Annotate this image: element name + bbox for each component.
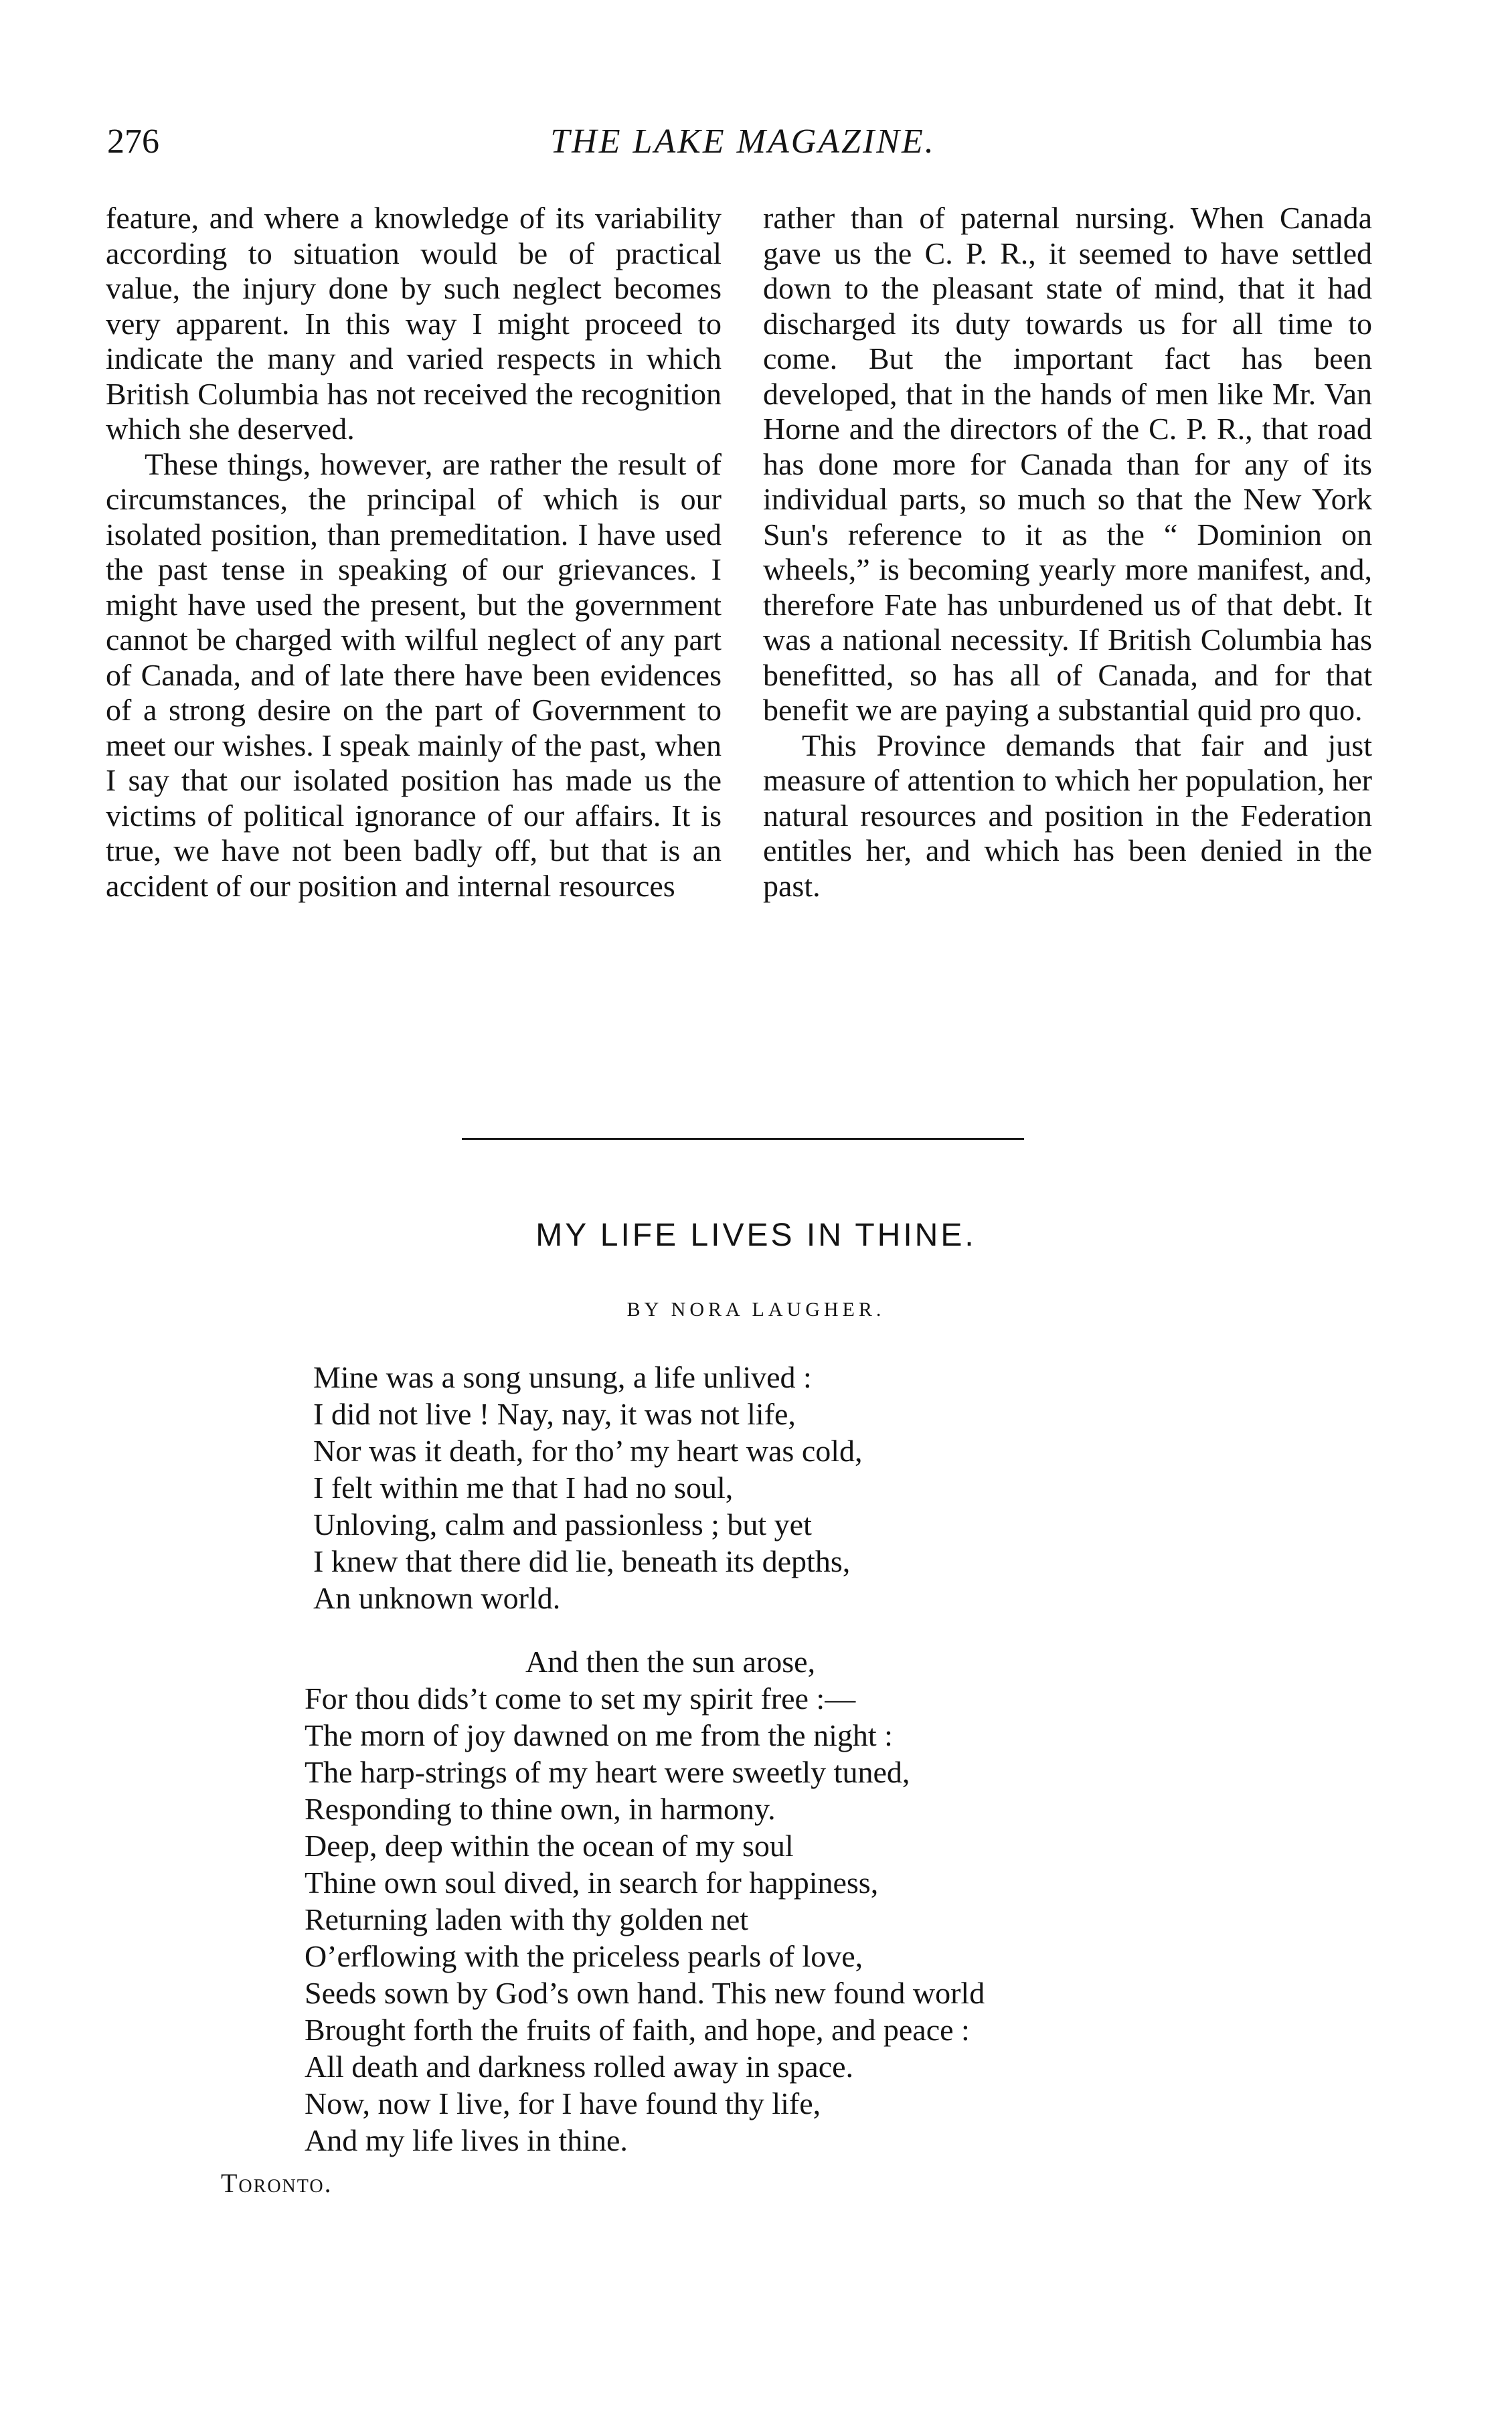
poem-byline: BY NORA LAUGHER. [626,1299,886,1321]
poem-line: And then the sun arose, [525,1645,816,1679]
poem-line: Brought forth the fruits of faith, and hope, and peace : [305,2013,970,2047]
poem-line: All death and darkness rolled away in space. [305,2050,854,2084]
poem-line: I felt within me that I had no soul, [313,1471,734,1505]
article-left-column [106,201,722,904]
poem-line: Nor was it death, for tho’ my heart was cold, [313,1434,863,1468]
paragraph: rather than of paternal nursing. When Canada gave us the C. P. R., it seemed to have settled down to the pleasant state of mind, that it had discharged its duty towards us for all time to come. But the important fact has been developed, that in the hands of men like Mr. Van Horne and the directors of the C. P. R., that road has done more for Canada than for any of its individual parts, so much so that the New York Sun's reference to it as the “ Dominion on wheels,” is becoming yearly more manifest, and, therefore Fate has unburdened us of that debt. It was a national necessity. If British Columbia has benefitted, so has all of Canada, and for that benefit we are paying a substantial quid pro quo. [763,201,1372,727]
poem-line: And my life lives in thine. [305,2123,628,2157]
poem-line: Thine own soul dived, in search for happiness, [305,1865,879,1900]
section-divider [462,1138,1024,1140]
poem-line: For thou dids’t come to set my spirit free :— [305,1681,856,1716]
paragraph: These things, however, are rather the result of circumstances, the principal of which is our isolated position, than premeditation. I have used the past tense in speaking of our grievances. I might have used the present, but the government cannot be charged with wilful neglect of any part of Canada, and of late there have been evidences of a strong desire on the part of Government to meet our wishes. I speak mainly of the past, when I say that our isolated position has made us the victims of political ignorance of our affairs. It is true, we have not been badly off, but that is an accident of our position and internal resources [106,446,722,903]
page-header [107,122,1379,169]
poem-title: MY LIFE LIVES IN THINE. [535,1218,977,1253]
article-right-column [763,201,1372,904]
poem-line: Seeds sown by God’s own hand. This new found world [305,1976,985,2010]
poem-line: Unloving, calm and passionless ; but yet [313,1507,812,1542]
paragraph: feature, and where a knowledge of its variability according to situation would be of practical value, the injury done by such neglect becomes very apparent. In this way I might proceed to indicate the many and varied respects in which British Columbia has not received the recognition which she deserved. [106,201,722,446]
paragraph: This Province demands that fair and just measure of attention to which her population, her natural resources and position in the Federation entitles her, and which has been denied in the past. [763,728,1372,903]
poem-line: Deep, deep within the ocean of my soul [305,1829,794,1863]
running-title: THE LAKE MAGAZINE. [550,122,936,161]
poem-stanza-1 [313,1359,863,1616]
poem-line: O’erflowing with the priceless pearls of love, [305,1939,863,1973]
poem-stanza-2 [305,1643,985,2159]
poem-line: Now, now I live, for I have found thy life, [305,2086,821,2120]
poem-line: An unknown world. [313,1581,561,1615]
poem-line: Responding to thine own, in harmony. [305,1792,776,1826]
poem-line: Returning laden with thy golden net [305,1902,749,1936]
poem-line: Mine was a song unsung, a life unlived : [313,1360,812,1394]
poem-line: The harp-strings of my heart were sweetly tuned, [305,1755,910,1789]
poem-place: Toronto. [221,2168,333,2198]
poem-line: I did not live ! Nay, nay, it was not life, [313,1397,796,1431]
poem-line: The morn of joy dawned on me from the night : [305,1718,893,1752]
page-number: 276 [107,122,159,161]
poem-line: I knew that there did lie, beneath its depths, [313,1544,851,1578]
